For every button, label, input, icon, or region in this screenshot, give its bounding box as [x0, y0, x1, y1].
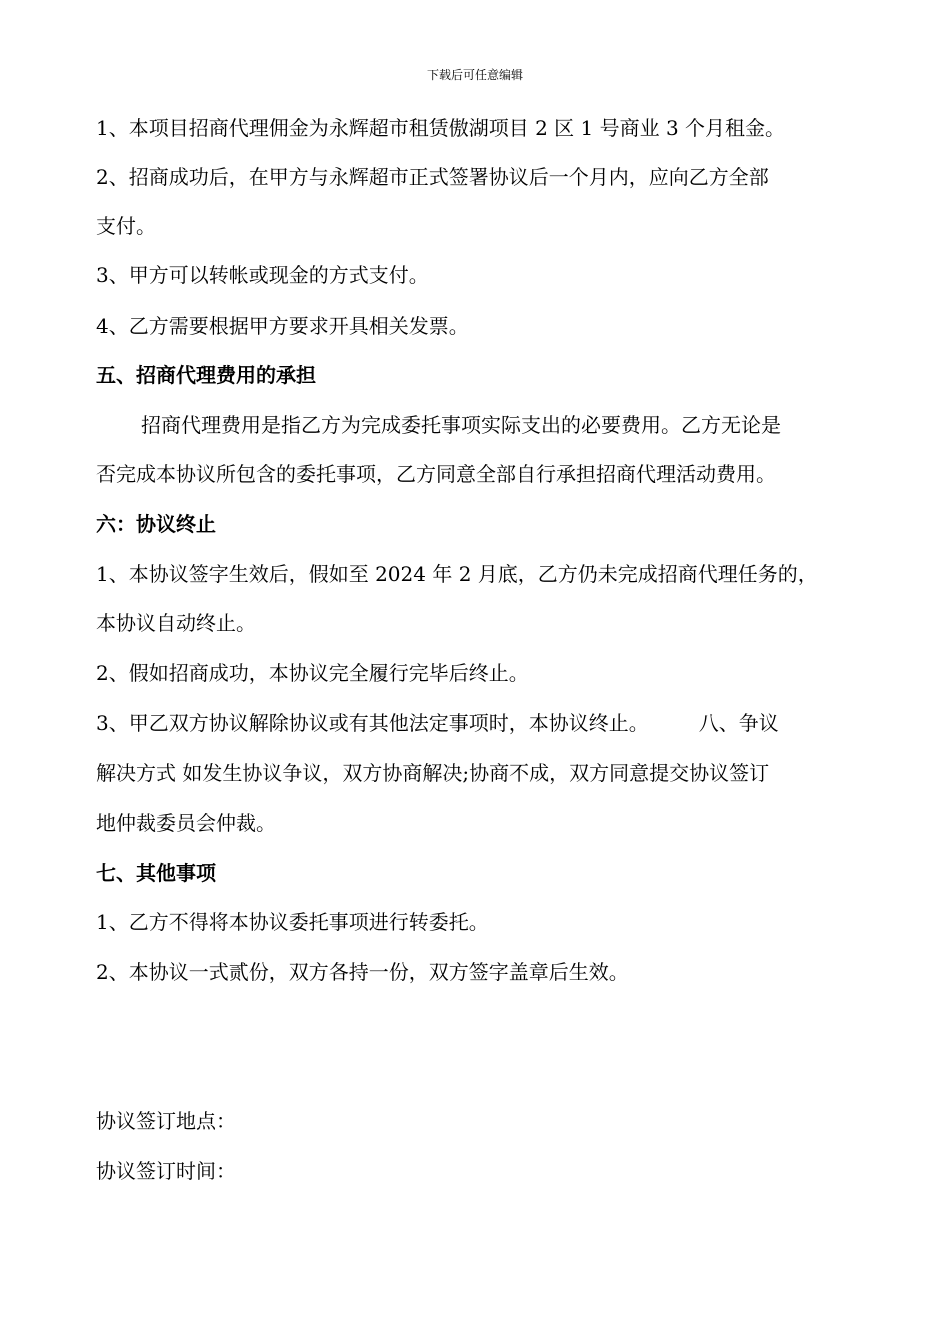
download-note: 下载后可任意编辑	[426, 68, 523, 82]
section-six-heading: 六：协议终止	[96, 512, 216, 536]
dispute-resolution-continued: 地仲裁委员会仲裁。	[96, 811, 276, 835]
other-clause-1: 1、乙方不得将本协议委托事项进行转委托。	[96, 910, 489, 934]
commission-clause-1: 1、本项目招商代理佣金为永辉超市租赁傲湖项目 2 区 1 号商业 3 个月租金。	[96, 116, 786, 140]
commission-clause-3: 3、甲方可以转帐或现金的方式支付。	[96, 263, 429, 287]
cost-paragraph-line-2: 否完成本协议所包含的委托事项，乙方同意全部自行承担招商代理活动费用。	[96, 462, 776, 486]
other-clause-2: 2、本协议一式贰份，双方各持一份，双方签字盖章后生效。	[96, 960, 629, 984]
section-seven-heading: 七、其他事项	[96, 861, 216, 885]
cost-paragraph-line-1: 招商代理费用是指乙方为完成委托事项实际支出的必要费用。乙方无论是	[141, 413, 781, 437]
signing-place-label: 协议签订地点：	[96, 1109, 236, 1133]
commission-clause-2: 2、招商成功后，在甲方与永辉超市正式签署协议后一个月内，应向乙方全部	[96, 165, 769, 189]
dispute-resolution-text: 解决方式 如发生协议争议，双方协商解决;协商不成，双方同意提交协议签订	[96, 761, 770, 785]
section-five-heading: 五、招商代理费用的承担	[96, 363, 316, 387]
termination-clause-3: 3、甲乙双方协议解除协议或有其他法定事项时，本协议终止。 八、争议	[96, 711, 779, 735]
commission-clause-2-continued: 支付。	[96, 214, 156, 238]
signing-time-label: 协议签订时间：	[96, 1159, 236, 1183]
termination-clause-1-continued: 本协议自动终止。	[96, 611, 256, 635]
termination-clause-2: 2、假如招商成功，本协议完全履行完毕后终止。	[96, 661, 529, 685]
termination-clause-1: 1、本协议签字生效后，假如至 2024 年 2 月底，乙方仍未完成招商代理任务的，	[96, 562, 818, 586]
commission-clause-4: 4、乙方需要根据甲方要求开具相关发票。	[96, 314, 469, 338]
